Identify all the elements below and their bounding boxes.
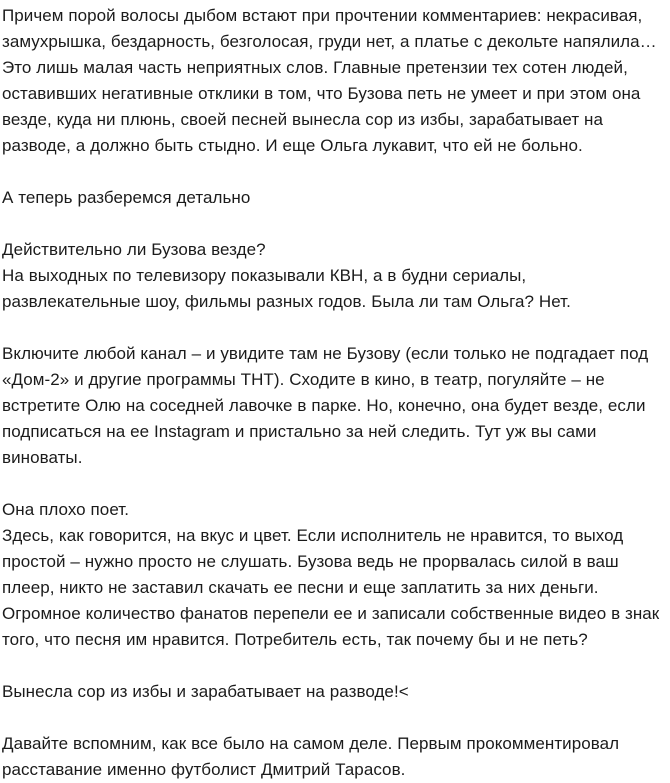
paragraph-divorce-answer: Давайте вспомним, как все было на самом деле. Первым прокомментировал расставание именно футболист Дмитрий Тарасов. [2, 734, 624, 779]
paragraph-transition: А теперь разберемся детально [2, 188, 251, 207]
paragraph-intro: Причем порой волосы дыбом встают при прочтении комментариев: некрасивая, замухрышка, бездарность, безголосая, груди нет, а платье с декольте напялила… Это лишь малая часть неприятных слов. Главные претензии тех сотен людей, оставивших негативные отклики в том, что Бузова петь не умеет и при этом она везде, куда ни плюнь, своей песней вынесла сор из избы, зарабатывает на разводе, а должно быть стыдно. И еще Ольга лукавит, что ей не больно. [2, 6, 662, 155]
paragraph-claim-divorce: Вынесла сор из избы и зарабатывает на разводе!< [2, 682, 409, 701]
paragraph-channel-argument: Включите любой канал – и увидите там не Бузову (если только не подгадает под «Дом-2» и другие программы ТНТ). Сходите в кино, в театр, погуляйте – не встретите Олю на соседней лавочке в парке. Но, конечно, она будет везде, если подписаться на ее Instagram и пристально за ней следить. Тут уж вы сами виноваты. [2, 344, 654, 467]
paragraph-tv-answer: На выходных по телевизору показывали КВН, а в будни сериалы, развлекательные шоу, фильмы разных годов. Была ли там Ольга? Нет. [2, 266, 571, 311]
paragraph-sings-badly-answer: Здесь, как говорится, на вкус и цвет. Если исполнитель не нравится, то выход простой – нужно просто не слушать. Бузова ведь не прорвалась силой в ваш плеер, никто не заставил скачать ее песни и еще заплатить за них деньги. Огромное количество фанатов перепели ее и записали собственные видео в знак того, что песня им нравится. Потребитель есть, так почему бы и не петь? [2, 526, 665, 649]
paragraph-claim-sings-badly: Она плохо поет. [2, 500, 129, 519]
paragraph-question-everywhere: Действительно ли Бузова везде? [2, 240, 266, 259]
